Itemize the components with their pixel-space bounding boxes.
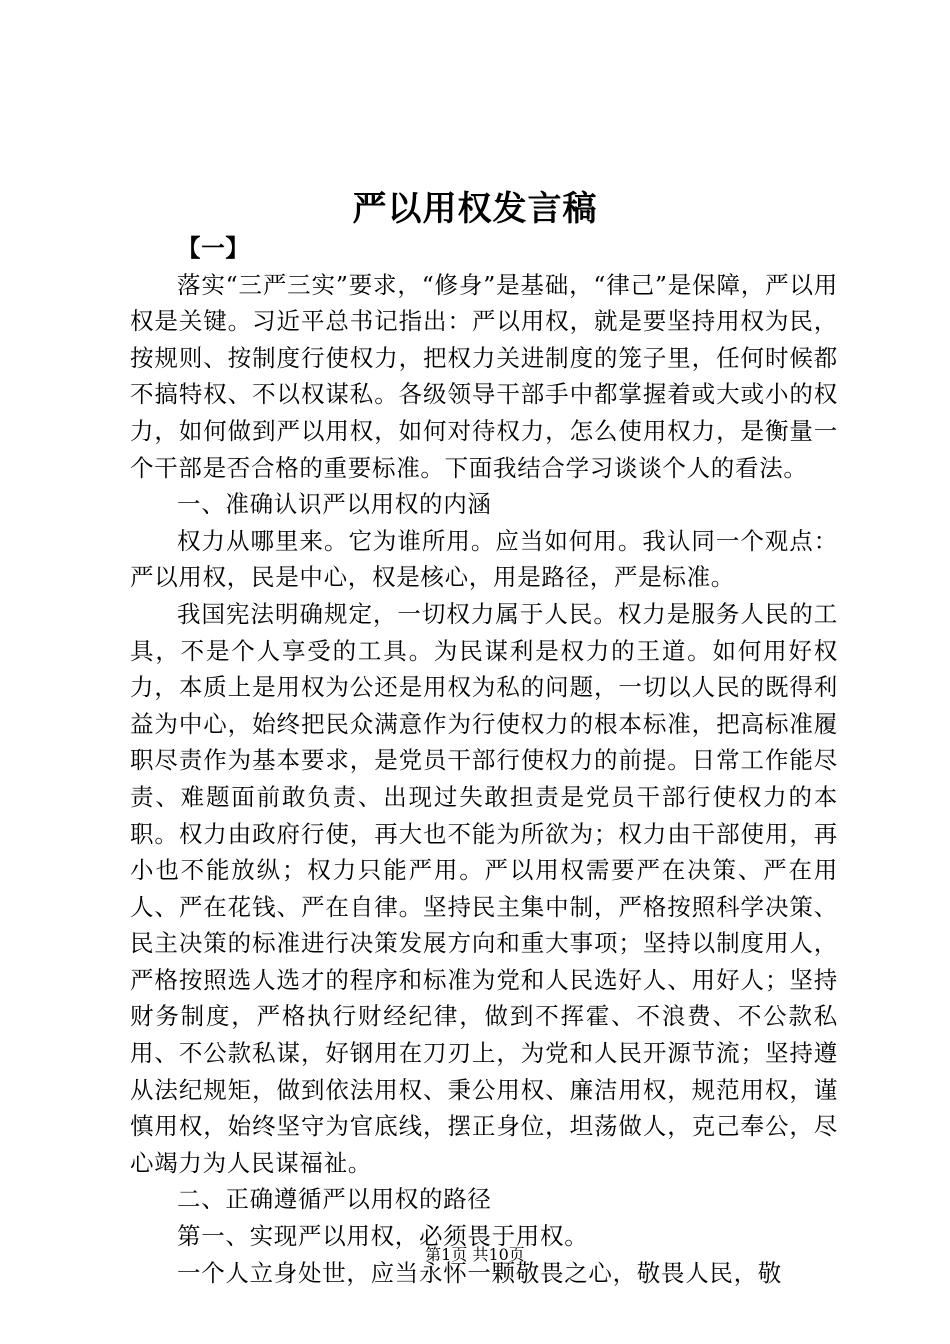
- page-footer: 第1页 共10页: [425, 1245, 525, 1264]
- section-marker: 【一】: [177, 234, 250, 262]
- paragraph: 我国宪法明确规定，一切权力属于人民。权力是服务人民的工具，不是个人享受的工具。为民谋利是权力的王道。如何用好权力，本质上是用权为公还是用权为私的问题，一切以人民的既得利益为中心，始终把民众满意作为行使权力的根本标准，把高标准履职尽责作为基本要求，是党员干部行使权力的前提。日常工作能尽责、难题面前敢负责、出现过失敢担责是党员干部行使权力的本职。权力由政府行使，再大也不能为所欲为；权力由干部使用，再小也不能放纵；权力只能严用。严以用权需要严在决策、严在用人、严在花钱、严在自律。坚持民主集中制，严格按照科学决策、民主决策的标准进行决策发展方向和重大事项；坚持以制度用人，严格按照选人选才的程序和标准为党和人民选好人、用好人；坚持财务制度，严格执行财经纪律，做到不挥霍、不浪费、不公款私用、不公款私谋，好钢用在刀刃上，为党和人民开源节流；坚持遵从法纪规矩，做到依法用权、秉公用权、廉洁用权，规范用权，谨慎用权，始终坚守为官底线，摆正身位，坦荡做人，克己奉公，尽心竭力为人民谋福祉。: [130, 599, 838, 1177]
- section-heading: 一、准确认识严以用权的内涵: [177, 490, 492, 519]
- paragraph: 权力从哪里来。它为谁所用。应当如何用。我认同一个观点：严以用权，民是中心，权是核心，用是路径，严是标准。: [130, 526, 838, 592]
- section-heading: 二、正确遵循严以用权的路径: [177, 1185, 492, 1214]
- document-body: [130, 230, 838, 1291]
- paragraph: 落实“三严三实”要求，“修身”是基础，“律己”是保障，严以用权是关键。习近平总书记指出：严以用权，就是要坚持用权为民，按规则、按制度行使权力，把权力关进制度的笼子里，任何时候都不搞特权、不以权谋私。各级领导干部手中都掌握着或大或小的权力，如何做到严以用权，如何对待权力，怎么使用权力，是衡量一个干部是否合格的重要标准。下面我结合学习谈谈个人的看法。: [130, 270, 838, 482]
- subsection-heading: 第一、实现严以用权，必须畏于用权。: [177, 1222, 589, 1251]
- page-title: 严以用权发言稿: [352, 189, 598, 229]
- paragraph: 一个人立身处世，应当永怀一颗敬畏之心，敬畏人民，敬: [177, 1258, 782, 1287]
